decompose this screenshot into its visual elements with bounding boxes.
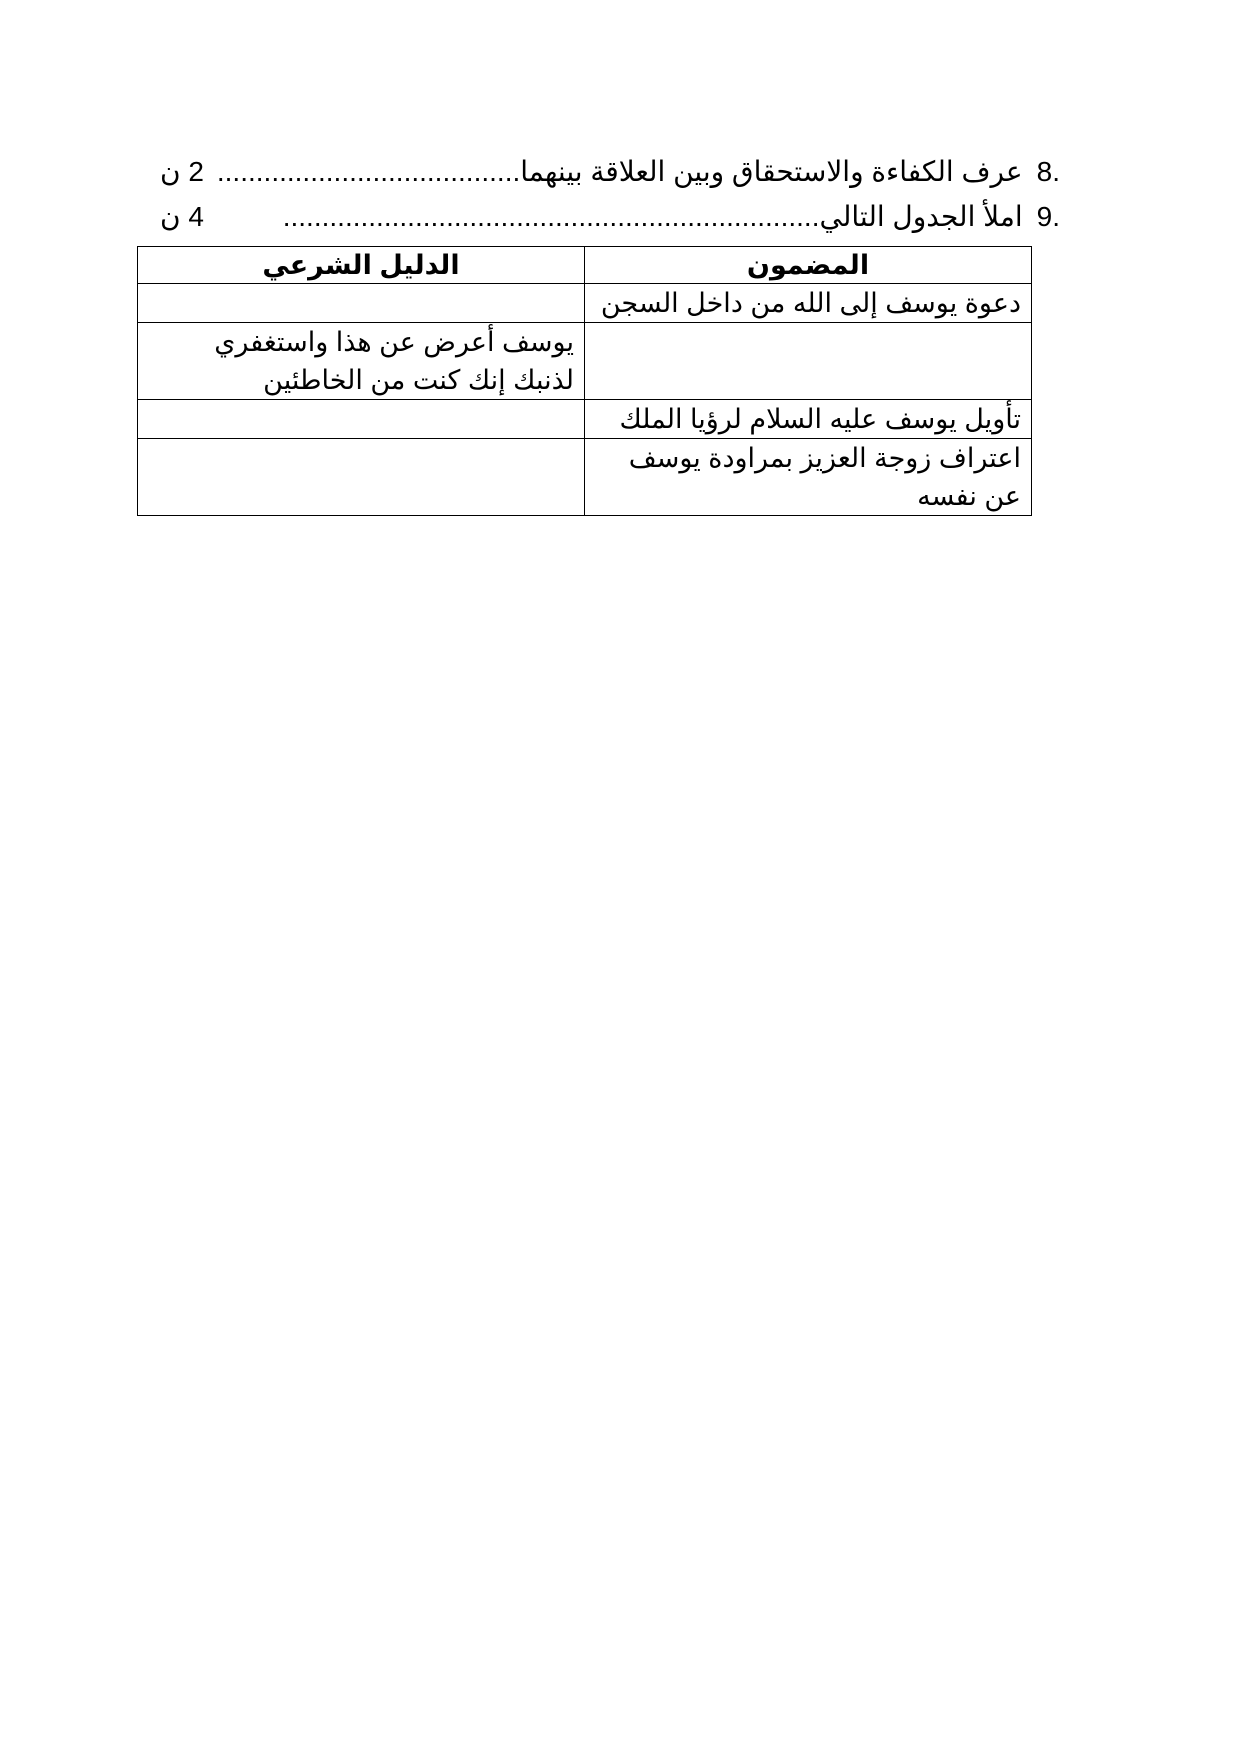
- table-row: [138, 323, 1032, 400]
- question-text: املأ الجدول التالي: [819, 201, 1023, 232]
- evidence-cell[interactable]: [138, 400, 585, 439]
- content-cell[interactable]: [585, 323, 1032, 400]
- header-content: المضمون: [585, 247, 1032, 284]
- table-row: [138, 439, 1032, 516]
- content-cell: تأويل يوسف عليه السلام لرؤيا الملك: [585, 400, 1032, 439]
- evidence-cell[interactable]: [138, 284, 585, 323]
- table-row: [138, 284, 1032, 323]
- question-8: [160, 152, 1060, 192]
- table-row: [138, 400, 1032, 439]
- question-points: 4 ن: [160, 201, 204, 232]
- answer-table: [137, 246, 1032, 516]
- content-cell: دعوة يوسف إلى الله من داخل السجن: [585, 284, 1032, 323]
- question-text: عرف الكفاءة والاستحقاق وبين العلاقة بينهما: [520, 156, 1023, 187]
- content-cell: اعتراف زوجة العزيز بمراودة يوسف عن نفسه: [585, 439, 1032, 516]
- question-9: [160, 197, 1060, 237]
- evidence-cell[interactable]: [138, 439, 585, 516]
- answer-dots: .......................................: [216, 156, 521, 187]
- question-number: .8: [1036, 156, 1060, 187]
- answer-dots: .....................................................................: [282, 201, 820, 232]
- evidence-cell: يوسف أعرض عن هذا واستغفري لذنبك إنك كنت من الخاطئين: [138, 323, 585, 400]
- table-header-row: [138, 247, 1032, 284]
- question-points: 2 ن: [160, 156, 204, 187]
- question-number: .9: [1036, 201, 1060, 232]
- header-evidence: الدليل الشرعي: [138, 247, 585, 284]
